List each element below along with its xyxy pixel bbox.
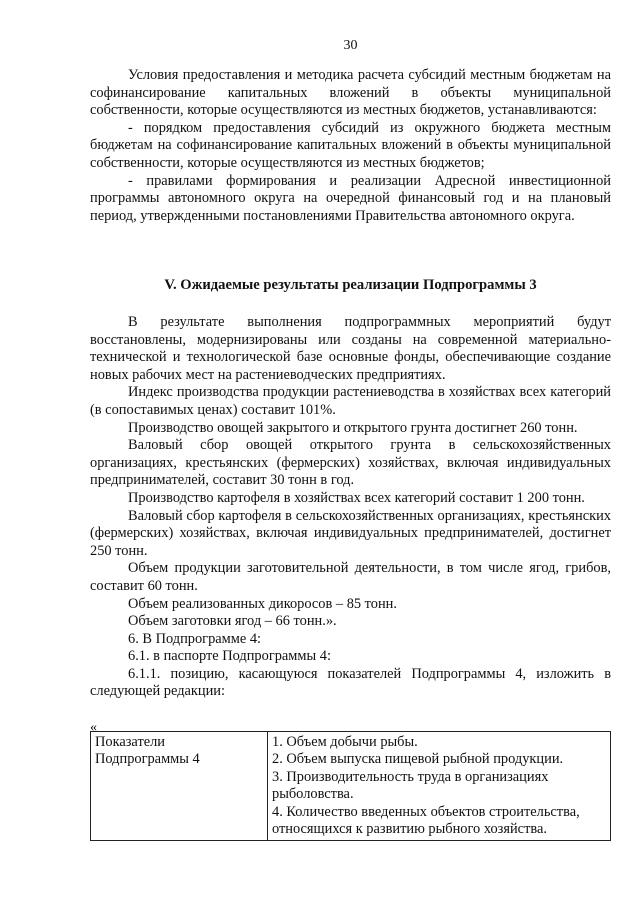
table-values-cell [268, 732, 611, 841]
indicator-item: 1. Объем добычи рыбы. [272, 734, 418, 750]
table-label-cell [91, 732, 268, 841]
indicators-table [90, 731, 611, 841]
amendment-paragraph: 6. В Подпрограмме 4: [128, 630, 262, 647]
result-paragraph: Валовый сбор картофеля в сельскохозяйственных организациях, крестьянских (фермерских) хозяйствах, включая индивидуальных предпринимателей, достигнет 250 тонн. [90, 507, 611, 559]
result-paragraph: Объем заготовки ягод – 66 тонн.». [128, 613, 337, 630]
table-label-line: Подпрограммы 4 [95, 751, 200, 768]
list-item-rules: - правилами формирования и реализации Адресной инвестиционной программы автономного округа на очередной финансовый год и на плановый период, утвержденными постановлениями Правительства автономного округа. [90, 172, 611, 224]
open-quote-mark: « [90, 720, 97, 735]
conditions-paragraph: Условия предоставления и методика расчета субсидий местным бюджетам на софинансирование капитальных вложений в объекты муниципальной собственности, которые осуществляются из местных бюджетов, устанавливаются: [90, 67, 611, 119]
intro-block [90, 67, 611, 225]
table-row [91, 732, 611, 841]
amendment-paragraph: 6.1.1. позицию, касающуюся показателей Подпрограммы 4, изложить в следующей редакции: [90, 665, 611, 700]
result-paragraph: Валовый сбор овощей открытого грунта в сельскохозяйственных организациях, крестьянских (фермерских) хозяйствах, включая индивидуальных предпринимателей, составит 30 тонн в год. [90, 437, 611, 489]
result-paragraph: Объем продукции заготовительной деятельности, в том числе ягод, грибов, составит 60 тонн. [90, 560, 611, 594]
table-label-line: Показатели [95, 734, 166, 750]
result-paragraph: Объем реализованных дикоросов – 85 тонн. [128, 595, 397, 612]
result-paragraph: Индекс производства продукции растениеводства в хозяйствах всех категорий (в сопоставимых ценах) составит 101%. [90, 384, 611, 418]
amendment-paragraph: 6.1. в паспорте Подпрограммы 4: [128, 648, 331, 665]
result-paragraph: Производство овощей закрытого и открытого грунта достигнет 260 тонн. [128, 419, 578, 436]
result-paragraph: Производство картофеля в хозяйствах всех категорий составит 1 200 тонн. [128, 489, 585, 506]
section-heading: V. Ожидаемые результаты реализации Подпрограммы 3 [164, 277, 537, 293]
indicator-item: 2. Объем выпуска пищевой рыбной продукции. [272, 751, 564, 768]
page-number: 30 [343, 38, 358, 53]
list-item-procedure: - порядком предоставления субсидий из окружного бюджета местным бюджетам на софинансирование капитальных вложений в объекты муниципальной собственности, которые осуществляются из местных бюджетов; [90, 119, 611, 171]
indicator-item: 3. Производительность труда в организациях рыболовства. [272, 768, 549, 803]
result-paragraph: В результате выполнения подпрограммных мероприятий будут восстановлены, модернизированы или созданы на современной материально-технической и технологической базе основные фонды, обеспечивающие создание новых рабочих мест на растениеводческих предприятиях. [90, 314, 611, 383]
results-block [90, 314, 611, 701]
indicator-item: 4. Количество введенных объектов строительства, относящихся к развитию рыбного хозяйства. [272, 803, 580, 838]
